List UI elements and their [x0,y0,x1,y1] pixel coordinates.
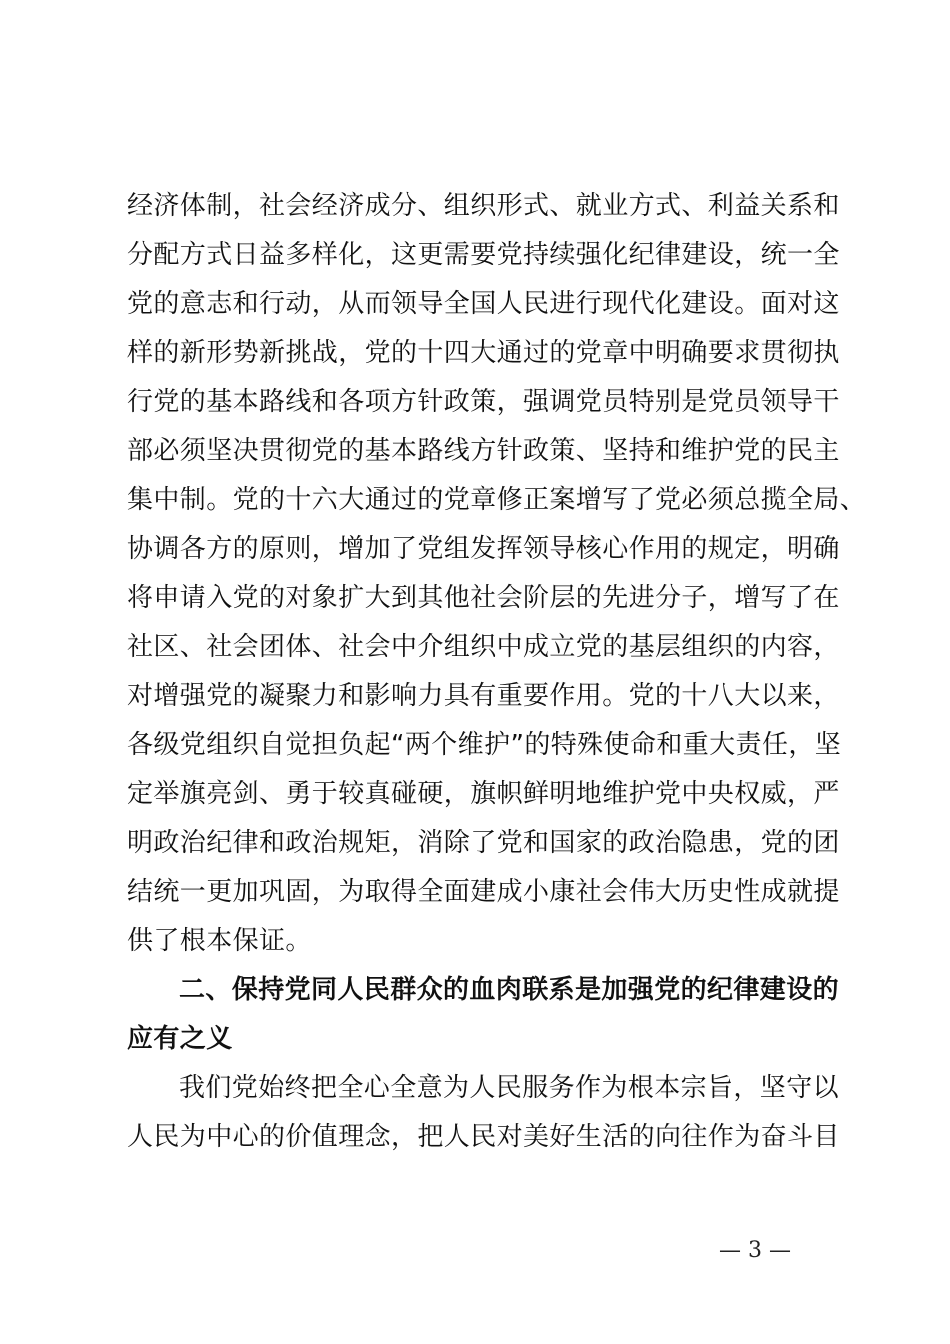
text-line: 经济体制，社会经济成分、组织形式、就业方式、利益关系和 [127,191,840,221]
text-line: 协调各方的原则，增加了党组发挥领导核心作用的规定，明确 [127,534,840,564]
text-line: 各级党组织自觉担负起“两个维护”的特殊使命和重大责任，坚 [127,730,842,760]
text-line: 集中制。党的十六大通过的党章修正案增写了党必须总揽全局、 [127,485,867,515]
text-line: 党的意志和行动，从而领导全国人民进行现代化建设。面对这 [127,289,840,319]
text-line: 分配方式日益多样化，这更需要党持续强化纪律建设，统一全 [127,240,840,270]
text-line: 将申请入党的对象扩大到其他社会阶层的先进分子，增写了在 [127,583,840,613]
text-line: 结统一更加巩固，为取得全面建成小康社会伟大历史性成就提 [127,877,840,907]
text-line: 人民为中心的价值理念，把人民对美好生活的向往作为奋斗目 [127,1122,840,1152]
paragraph-first-line: 我们党始终把全心全意为人民服务作为根本宗旨，坚守以 [179,1073,840,1103]
text-line: 部必须坚决贯彻党的基本路线方针政策、坚持和维护党的民主 [127,436,840,466]
text-line: 对增强党的凝聚力和影响力具有重要作用。党的十八大以来， [127,681,840,711]
section-heading: 二、保持党同人民群众的血肉联系是加强党的纪律建设的 [179,975,840,1005]
text-line: 明政治纪律和政治规矩，消除了党和国家的政治隐患，党的团 [127,828,840,858]
text-line: 定举旗亮剑、勇于较真碰硬，旗帜鲜明地维护党中央权威，严 [127,779,840,809]
body-text [127,182,867,1162]
section-heading-continued: 应有之义 [127,1024,233,1054]
text-line: 社区、社会团体、社会中介组织中成立党的基层组织的内容， [127,632,840,662]
text-line: 行党的基本路线和各项方针政策，强调党员特别是党员领导干 [127,387,840,417]
text-line: 样的新形势新挑战，党的十四大通过的党章中明确要求贯彻执 [127,338,840,368]
page-number: — 3 — [719,1238,791,1263]
text-line: 供了根本保证。 [127,926,312,956]
